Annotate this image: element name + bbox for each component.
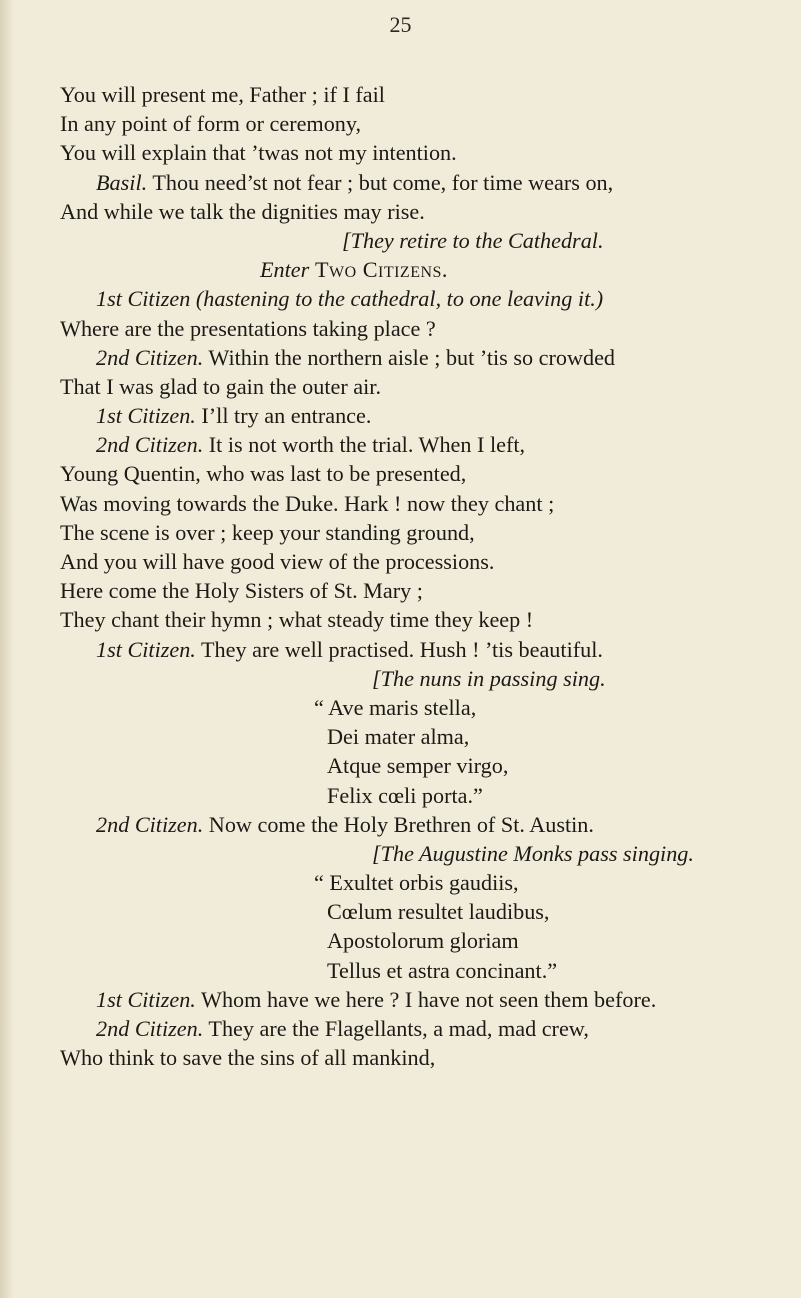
- speaker-name: 2nd Citizen.: [96, 811, 204, 837]
- speech-text: They are the Flagellants, a mad, mad crew,: [203, 1016, 589, 1041]
- speech-line: [60, 985, 800, 1014]
- speech-line: [60, 430, 800, 459]
- speech-text: I’ll try an entrance.: [195, 403, 372, 429]
- stage-direction: [The Augustine Monks pass singing.: [372, 840, 694, 866]
- speech-line: [60, 284, 800, 313]
- verse-line: They chant their hymn ; what steady time they keep !: [60, 607, 534, 633]
- song-line: Dei mater alma,: [327, 724, 470, 750]
- verse-line: The scene is over ; keep your standing ground,: [60, 519, 475, 545]
- stage-direction: (hastening to the cathedral, to one leaving it.): [190, 286, 604, 312]
- speaker-name: 1st Citizen: [96, 286, 191, 312]
- verse-line: And while we talk the dignities may rise.: [60, 198, 425, 224]
- verse-line: That I was glad to gain the outer air.: [60, 373, 382, 399]
- speech-text: It is not worth the trial. When I left,: [203, 432, 526, 458]
- speaker-name: 2nd Citizen.: [96, 1016, 204, 1041]
- speech-text: They are well practised. Hush ! ’tis beautiful.: [195, 636, 603, 662]
- speech-text: Whom have we here ? I have not seen them before.: [195, 986, 657, 1012]
- speaker-name: 1st Citizen.: [96, 636, 196, 662]
- speaker-name: 2nd Citizen.: [96, 432, 204, 458]
- speech-text: Now come the Holy Brethren of St. Austin.: [203, 811, 594, 837]
- speaker-name: 1st Citizen.: [96, 986, 196, 1012]
- page-spine-shadow: [0, 0, 14, 1298]
- song-line: Cœlum resultet laudibus,: [327, 899, 550, 925]
- enter-word: Enter: [260, 257, 310, 283]
- verse-line: Here come the Holy Sisters of St. Mary ;: [60, 578, 423, 604]
- speech-text: Within the northern aisle ; but ’tis so crowded: [203, 344, 616, 370]
- verse-line: In any point of form or ceremony,: [60, 111, 362, 137]
- stage-direction: [The nuns in passing sing.: [372, 665, 606, 691]
- speech-text: Thou need’st not fear ; but come, for time wears on,: [147, 169, 614, 195]
- speaker-name: 2nd Citizen.: [96, 344, 204, 370]
- speech-line: [60, 1014, 800, 1043]
- page-number: 25: [389, 12, 412, 37]
- verse-line: Where are the presentations taking place ?: [60, 315, 436, 341]
- speaker-name: 1st Citizen.: [96, 403, 196, 429]
- speech-line: [60, 168, 800, 197]
- song-line: Apostolorum gloriam: [327, 928, 519, 954]
- verse-line: Young Quentin, who was last to be presented,: [60, 461, 467, 487]
- verse-line: Who think to save the sins of all mankind,: [60, 1045, 436, 1071]
- speech-line: [60, 810, 800, 839]
- verse-line: You will explain that ’twas not my intention.: [60, 140, 457, 166]
- verse-line: You will present me, Father ; if I fail: [60, 82, 385, 107]
- song-line: Tellus et astra concinant.”: [327, 957, 558, 983]
- song-line: Atque semper virgo,: [327, 753, 509, 779]
- entering-characters: Two Citizens.: [309, 257, 448, 283]
- speech-line: [60, 343, 800, 372]
- song-line: “ Exultet orbis gaudiis,: [314, 870, 519, 896]
- speaker-name: Basil.: [96, 169, 148, 195]
- play-text: [60, 80, 800, 1072]
- speech-line: [60, 401, 800, 430]
- song-line: “ Ave maris stella,: [314, 694, 477, 720]
- song-line: Felix cœli porta.”: [327, 782, 483, 808]
- verse-line: And you will have good view of the processions.: [60, 549, 495, 574]
- entrance-line: [60, 255, 800, 284]
- stage-direction: [They retire to the Cathedral.: [342, 227, 604, 253]
- verse-line: Was moving towards the Duke. Hark ! now they chant ;: [60, 490, 555, 516]
- speech-line: [60, 635, 800, 664]
